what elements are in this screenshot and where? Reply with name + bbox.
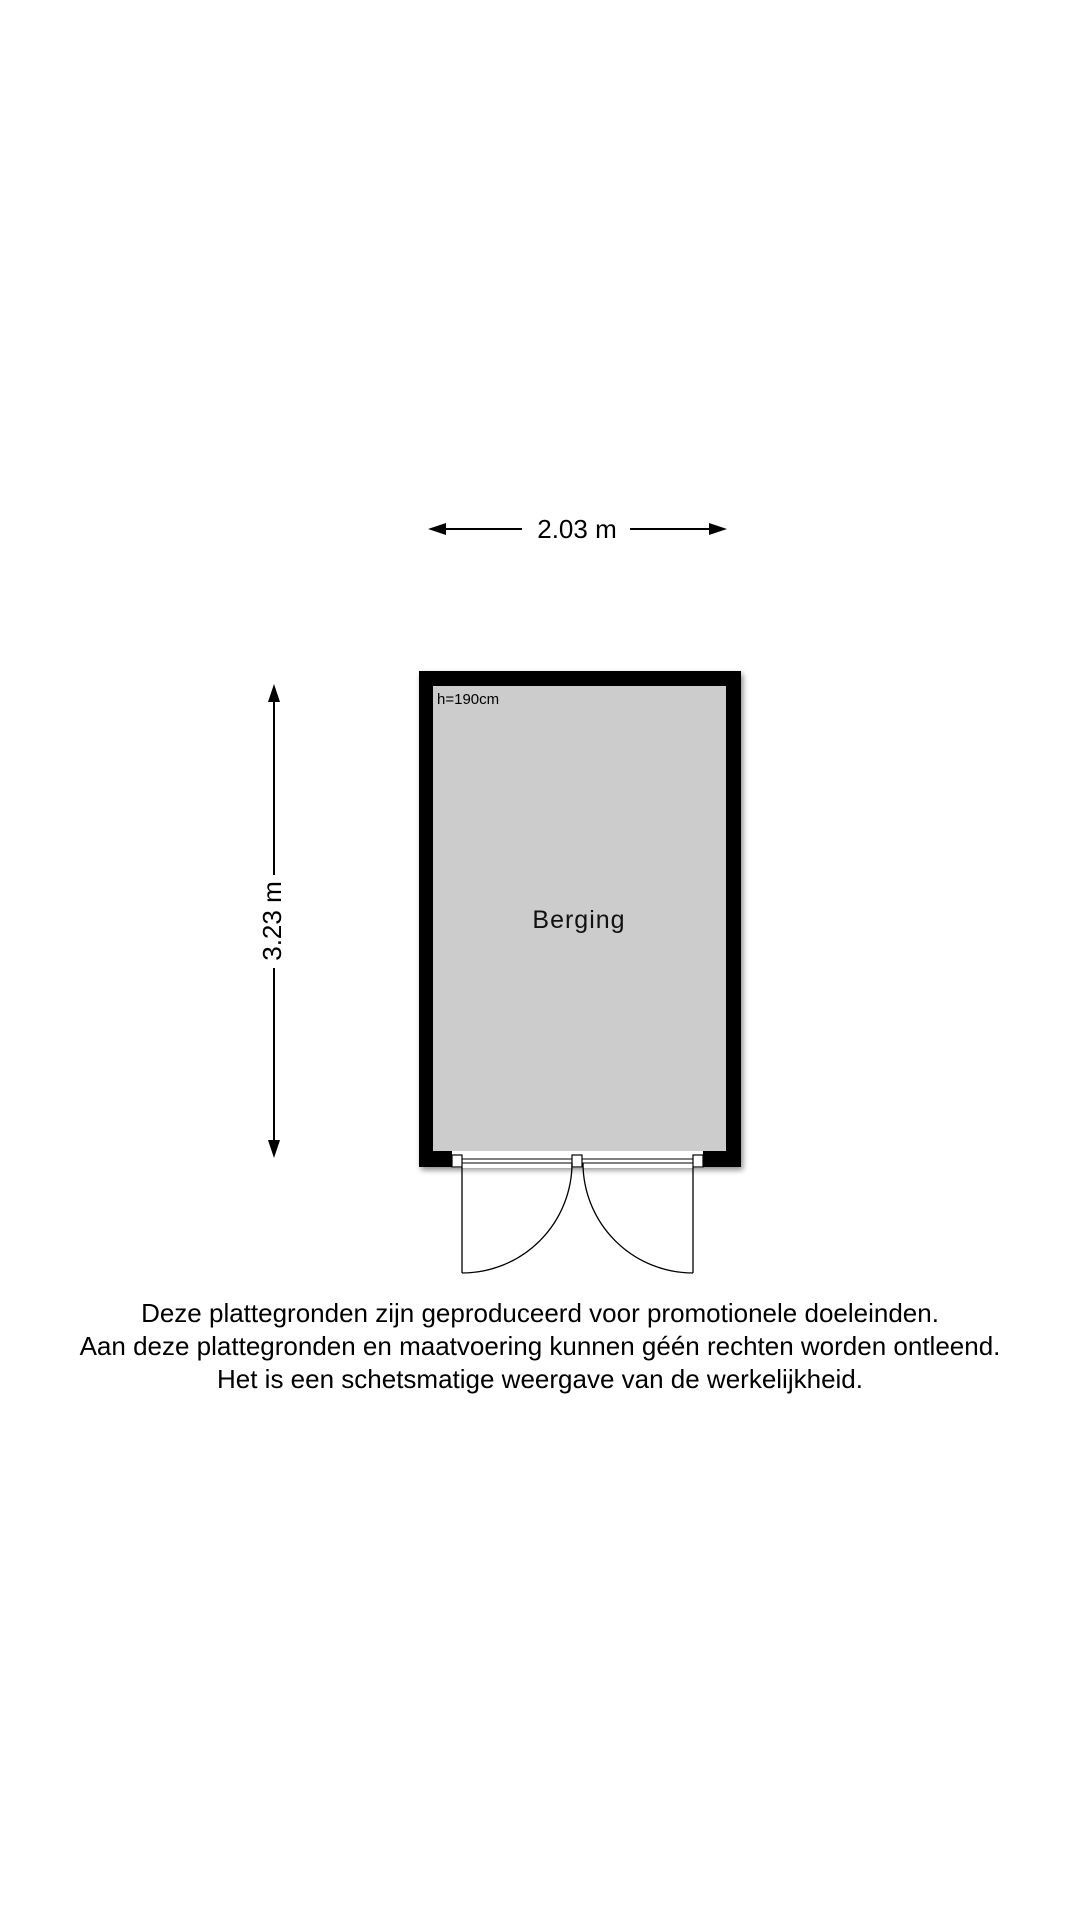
- depth-dimension: [257, 684, 287, 1158]
- width-arrow-left: [428, 523, 446, 535]
- disclaimer-line-3: Het is een schetsmatige weergave van de werkelijkheid.: [216, 1364, 863, 1394]
- door-swing-right: [583, 1163, 693, 1273]
- depth-arrow-bottom: [268, 1140, 280, 1158]
- disclaimer-line-2: Aan deze plattegronden en maatvoering kunnen géén rechten worden ontleend.: [79, 1331, 1001, 1361]
- depth-arrow-top: [268, 684, 280, 702]
- disclaimer: [0, 1297, 1080, 1396]
- room-height-label: h=190cm: [437, 691, 500, 708]
- door-jamb-center: [572, 1155, 582, 1167]
- room-berging: [419, 671, 743, 1170]
- disclaimer-line-1: Deze plattegronden zijn geproduceerd voor promotionele doeleinden.: [141, 1298, 939, 1328]
- width-dimension: [428, 514, 727, 544]
- door-jamb-left: [452, 1155, 462, 1167]
- width-arrow-right: [709, 523, 727, 535]
- width-label: 2.03 m: [537, 514, 617, 544]
- depth-label: 3.23 m: [256, 881, 287, 961]
- door-swing-left: [462, 1163, 572, 1273]
- door-jamb-right: [693, 1155, 703, 1167]
- room-name: Berging: [532, 906, 626, 934]
